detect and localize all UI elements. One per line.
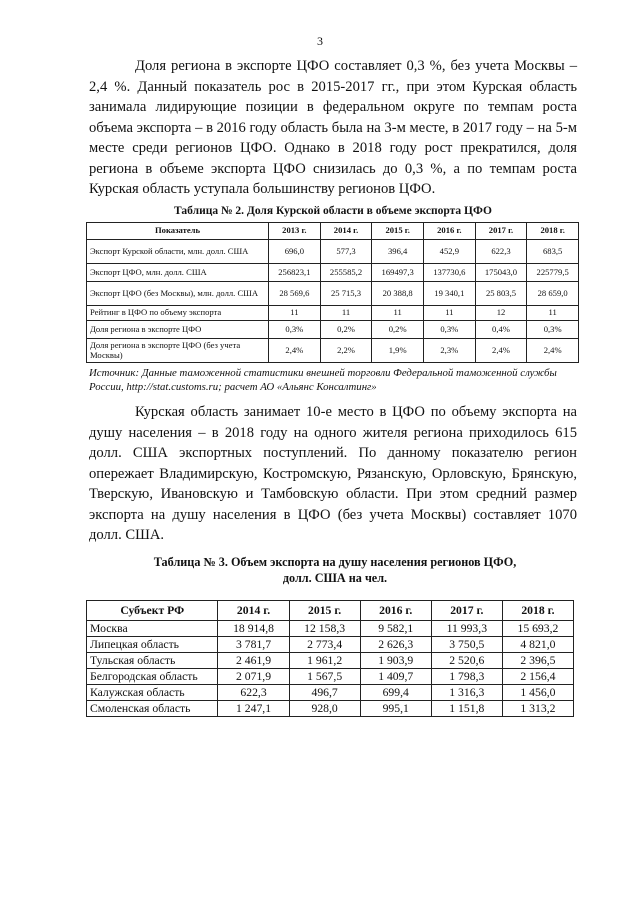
table-cell: 1 151,8	[431, 701, 502, 717]
column-header: 2018 г.	[527, 223, 579, 240]
column-header: 2014 г.	[320, 223, 372, 240]
page-number: 3	[317, 34, 323, 48]
table-cell: 2,4%	[527, 339, 579, 363]
column-header: 2017 г.	[431, 601, 502, 621]
column-header: 2013 г.	[269, 223, 321, 240]
table-cell: 19 340,1	[424, 282, 476, 306]
paragraph-text: Курская область занимает 10-е место в ЦФО по объему экспорта на душу населения – в 2018 году на одного жителя региона приходилось 615 долл. США экспортных поступлений. По данному показателю регион опережает Владимирскую, Костромскую, Рязанскую, Орловскую, Брянскую, Тверскую, Ивановскую и Тамбовскую области. При этом средний размер экспорта на душу населения в ЦФО (без учета Москвы) составляет 1070 долл. США.	[89, 404, 577, 543]
table-cell: 928,0	[289, 701, 360, 717]
table-cell: 4 821,0	[502, 637, 573, 653]
table-cell: 12	[475, 306, 527, 321]
table-cell: 452,9	[424, 240, 476, 264]
table-cell: 683,5	[527, 240, 579, 264]
table-cell: 18 914,8	[218, 621, 289, 637]
table-cell: 25 715,3	[320, 282, 372, 306]
table-cell: 1 247,1	[218, 701, 289, 717]
column-header: Показатель	[87, 223, 269, 240]
table-cell: 11	[424, 306, 476, 321]
table-row	[87, 264, 579, 282]
column-header: 2018 г.	[502, 601, 573, 621]
table-cell: 25 803,5	[475, 282, 527, 306]
column-header: 2017 г.	[475, 223, 527, 240]
table-cell: 9 582,1	[360, 621, 431, 637]
table-cell: 1 456,0	[502, 685, 573, 701]
table-row	[87, 685, 574, 701]
table-cell: 2 520,6	[431, 653, 502, 669]
table-cell: 2,2%	[320, 339, 372, 363]
table-cell: 0,4%	[475, 321, 527, 339]
table-cell: 622,3	[475, 240, 527, 264]
table-cell: 20 388,8	[372, 282, 424, 306]
table-row	[87, 240, 579, 264]
column-header: 2016 г.	[424, 223, 476, 240]
column-header: 2014 г.	[218, 601, 289, 621]
table-cell: 396,4	[372, 240, 424, 264]
table-cell: 2 071,9	[218, 669, 289, 685]
column-header: Субъект РФ	[87, 601, 218, 621]
table-cell: 3 781,7	[218, 637, 289, 653]
table-cell: 256823,1	[269, 264, 321, 282]
table-cell: 0,2%	[372, 321, 424, 339]
table-cell: 28 659,0	[527, 282, 579, 306]
table-cell: 11	[320, 306, 372, 321]
paragraph-export-share	[89, 56, 577, 200]
column-header: 2015 г.	[372, 223, 424, 240]
table-cell: 11	[372, 306, 424, 321]
table-row	[87, 321, 579, 339]
table3-caption-line: Таблица № 3. Объем экспорта на душу населения регионов ЦФО,	[153, 555, 517, 569]
row-label: Экспорт Курской области, млн. долл. США	[87, 240, 269, 264]
table-cell: 0,3%	[527, 321, 579, 339]
table-header-row	[87, 601, 574, 621]
row-label: Липецкая область	[87, 637, 218, 653]
table-cell: 2,4%	[475, 339, 527, 363]
table-row	[87, 637, 574, 653]
table-cell: 1,9%	[372, 339, 424, 363]
row-label: Доля региона в экспорте ЦФО	[87, 321, 269, 339]
row-label: Рейтинг в ЦФО по объему экспорта	[87, 306, 269, 321]
paragraph-export-per-capita	[89, 402, 577, 546]
column-header: 2015 г.	[289, 601, 360, 621]
table-cell: 225779,5	[527, 264, 579, 282]
table-row	[87, 621, 574, 637]
table2-source-note: Источник: Данные таможенной статистики внешней торговли Федеральной таможенной службы России, http://stat.customs.ru; расчет АО «Альянс Консалтинг»	[89, 367, 557, 393]
table-cell: 577,3	[320, 240, 372, 264]
table-cell: 2 461,9	[218, 653, 289, 669]
table2-caption: Таблица № 2. Доля Курской области в объеме экспорта ЦФО	[174, 205, 492, 217]
table-cell: 2,3%	[424, 339, 476, 363]
table-cell: 0,2%	[320, 321, 372, 339]
row-label: Тульская область	[87, 653, 218, 669]
table-cell: 1 798,3	[431, 669, 502, 685]
table-cell: 1 961,2	[289, 653, 360, 669]
table-cell: 12 158,3	[289, 621, 360, 637]
table-row	[87, 701, 574, 717]
table-cell: 11	[527, 306, 579, 321]
table-cell: 11 993,3	[431, 621, 502, 637]
table-header-row	[87, 223, 579, 240]
table3-caption	[120, 554, 550, 586]
table-cell: 0,3%	[269, 321, 321, 339]
row-label: Доля региона в экспорте ЦФО (без учета Москвы)	[87, 339, 269, 363]
table-row	[87, 306, 579, 321]
table-cell: 699,4	[360, 685, 431, 701]
row-label: Москва	[87, 621, 218, 637]
table-cell: 995,1	[360, 701, 431, 717]
table-row	[87, 669, 574, 685]
column-header: 2016 г.	[360, 601, 431, 621]
table-cell: 2 626,3	[360, 637, 431, 653]
table-cell: 1 903,9	[360, 653, 431, 669]
table-cell: 255585,2	[320, 264, 372, 282]
table-cell: 15 693,2	[502, 621, 573, 637]
table-cell: 175043,0	[475, 264, 527, 282]
row-label: Белгородская область	[87, 669, 218, 685]
table-row	[87, 282, 579, 306]
table3-caption-line: долл. США на чел.	[282, 571, 388, 585]
row-label: Калужская область	[87, 685, 218, 701]
row-label: Экспорт ЦФО, млн. долл. США	[87, 264, 269, 282]
table-cell: 2 396,5	[502, 653, 573, 669]
table-cell: 28 569,6	[269, 282, 321, 306]
table-cell: 2 773,4	[289, 637, 360, 653]
table-cell: 496,7	[289, 685, 360, 701]
table-cell: 137730,6	[424, 264, 476, 282]
table-cell: 1 316,3	[431, 685, 502, 701]
table-cell: 1 409,7	[360, 669, 431, 685]
table-cell: 2,4%	[269, 339, 321, 363]
table-cell: 696,0	[269, 240, 321, 264]
table-cell: 622,3	[218, 685, 289, 701]
table-export-per-capita	[86, 600, 574, 717]
table-row	[87, 339, 579, 363]
paragraph-text: Доля региона в экспорте ЦФО составляет 0,3 %, без учета Москвы – 2,4 %. Данный показатель рос в 2015-2017 гг., при этом Курская область занимала лидирующие позиции в федеральном округе по темпам роста объема экспорта – в 2016 году область была на 3-м месте, в 2017 году – на 5-м месте среди регионов ЦФО. Однако в 2018 году рост прекратился, доля региона в объеме экспорта ЦФО снизилась до 0,3 %, а по темпам роста Курская область уступала большинству регионов ЦФО.	[89, 58, 577, 197]
table-cell: 1 567,5	[289, 669, 360, 685]
table-cell: 2 156,4	[502, 669, 573, 685]
table-cell: 3 750,5	[431, 637, 502, 653]
table-row	[87, 653, 574, 669]
table-cell: 11	[269, 306, 321, 321]
table-cell: 0,3%	[424, 321, 476, 339]
table-cell: 169497,3	[372, 264, 424, 282]
row-label: Экспорт ЦФО (без Москвы), млн. долл. США	[87, 282, 269, 306]
table-kursk-export-share	[86, 222, 579, 363]
row-label: Смоленская область	[87, 701, 218, 717]
table-cell: 1 313,2	[502, 701, 573, 717]
